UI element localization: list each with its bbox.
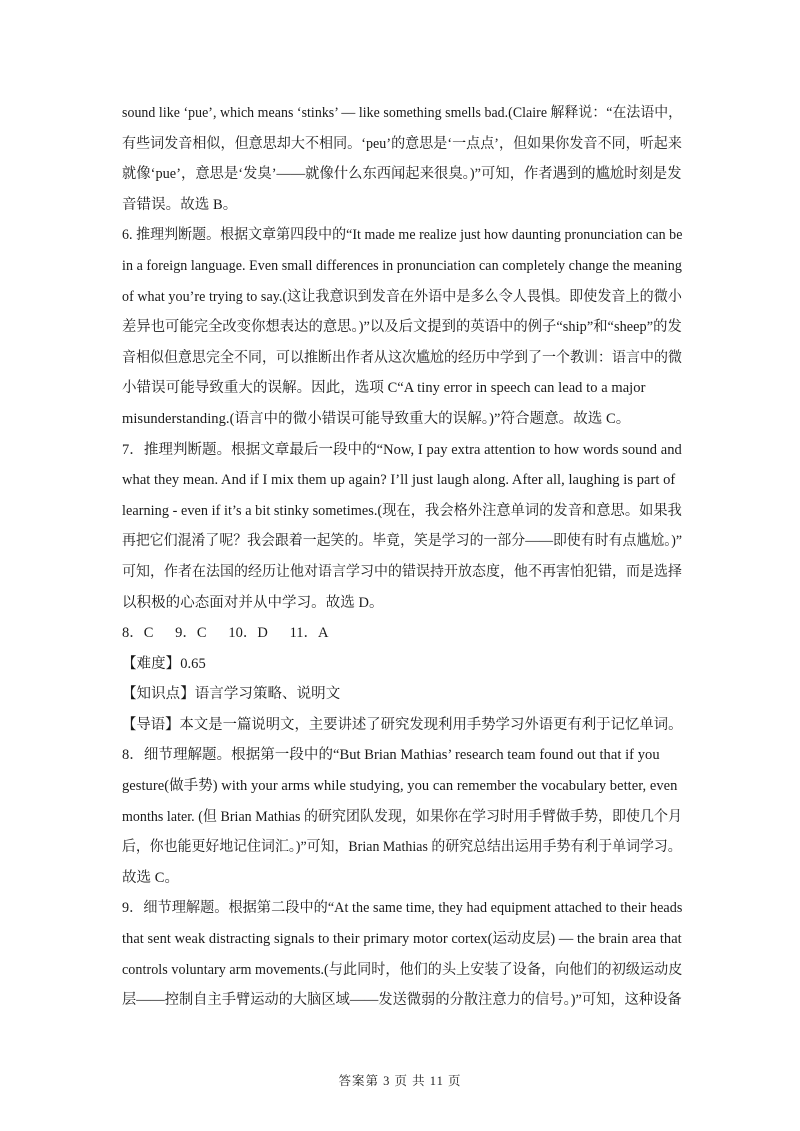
paragraph-q7-explanation bbox=[122, 435, 682, 619]
text-line: learning - even if it’s a bit stinky sometimes.(现在，我会格外注意单词的发音和意思。如果我 bbox=[122, 502, 682, 519]
text-line: misunderstanding.(语言中的微小错误可能导致重大的误解。)”符合题意。故选 C。 bbox=[122, 410, 631, 427]
paragraph-q5-explanation-end bbox=[122, 98, 682, 220]
text-line: 8．细节理解题。根据第一段中的“But Brian Mathias’ research team found out that if you bbox=[122, 747, 660, 764]
text-line: 9．细节理解题。根据第二段中的“At the same time, they had equipment attached to their heads bbox=[122, 900, 683, 917]
difficulty-text: 【难度】0.65 bbox=[122, 655, 206, 672]
text-line: 再把它们混淆了呢？我会跟着一起笑的。毕竟，笑是学习的一部分——即使有时有点尴尬。)” bbox=[122, 533, 683, 550]
introduction-text: 【导语】本文是一篇说明文，主要讲述了研究发现利用手势学习外语更有利于记忆单词。 bbox=[122, 716, 683, 733]
paragraph-q9-explanation bbox=[122, 893, 682, 1015]
knowledge-point-text: 【知识点】语言学习策略、说明文 bbox=[122, 686, 341, 703]
text-line: in a foreign language. Even small differences in pronunciation can completely change the meaning bbox=[122, 257, 682, 274]
text-line: 7．推理判断题。根据文章最后一段中的“Now, I pay extra attention to how words sound and bbox=[122, 441, 682, 458]
text-line: 可知，作者在法国的经历让他对语言学习中的错误持开放态度，他不再害怕犯错，而是选择 bbox=[122, 563, 683, 580]
knowledge-point-line bbox=[122, 679, 682, 710]
difficulty-line bbox=[122, 649, 682, 680]
answer-key-text: 8．C 9．C 10．D 11．A bbox=[122, 625, 329, 642]
answer-text-body bbox=[122, 98, 682, 1016]
text-line: 小错误可能导致重大的误解。因此，选项 C“A tiny error in speech can lead to a major bbox=[122, 380, 646, 397]
page-footer: 答案第 3 页 共 11 页 bbox=[338, 1074, 462, 1088]
text-line: 层——控制自主手臂运动的大脑区域——发送微弱的分散注意力的信号。)”可知，这种设备 bbox=[122, 992, 682, 1009]
text-line: controls voluntary arm movements.(与此同时，他们的头上安装了设备，向他们的初级运动皮 bbox=[122, 961, 683, 978]
text-line: 后，你也能更好地记住词汇。)”可知，Brian Mathias 的研究总结出运用手势有利于单词学习。 bbox=[122, 839, 682, 856]
text-line: 差异也可能完全改变你想表达的意思。)”以及后文提到的英语中的例子“ship”和“sheep”的发 bbox=[122, 319, 682, 336]
text-line: 故选 C。 bbox=[122, 869, 180, 886]
text-line: 音相似但意思完全不同，可以推断出作者从这次尴尬的经历中学到了一个教训：语言中的微 bbox=[122, 349, 683, 366]
text-line: 音错误。故选 B。 bbox=[122, 196, 238, 213]
text-line: of what you’re trying to say.(这让我意识到发音在外语中是多么令人畏惧。即使发音上的微小 bbox=[122, 288, 682, 305]
text-line: what they mean. And if I mix them up again? I’ll just laugh along. After all, laughing is part of bbox=[122, 472, 676, 489]
text-line: sound like ‘pue’, which means ‘stinks’ — like something smells bad.(Claire 解释说：“在法语中， bbox=[122, 105, 683, 121]
text-line: gesture(做手势) with your arms while studying, you can remember the vocabulary better, even bbox=[122, 778, 678, 795]
text-line: that sent weak distracting signals to their primary motor cortex(运动皮层) — the brain area that bbox=[122, 931, 682, 948]
text-line: 6. 推理判断题。根据文章第四段中的“It made me realize just how daunting pronunciation can be bbox=[122, 227, 683, 244]
text-line: 就像‘pue’，意思是‘发臭’——就像什么东西闻起来很臭。)”可知，作者遇到的尴尬时刻是发 bbox=[122, 166, 682, 183]
text-line: months later. (但 Brian Mathias 的研究团队发现，如果你在学习时用手臂做手势，即使几个月 bbox=[122, 808, 683, 825]
paragraph-q6-explanation bbox=[122, 220, 682, 434]
answer-key-line bbox=[122, 618, 682, 649]
paragraph-q8-explanation bbox=[122, 740, 682, 893]
text-line: 有些词发音相似，但意思却大不相同。‘peu’的意思是‘一点点’，但如果你发音不同，听起来 bbox=[122, 135, 682, 152]
introduction-line bbox=[122, 710, 682, 741]
text-line: 以积极的心态面对并从中学习。故选 D。 bbox=[122, 594, 384, 611]
